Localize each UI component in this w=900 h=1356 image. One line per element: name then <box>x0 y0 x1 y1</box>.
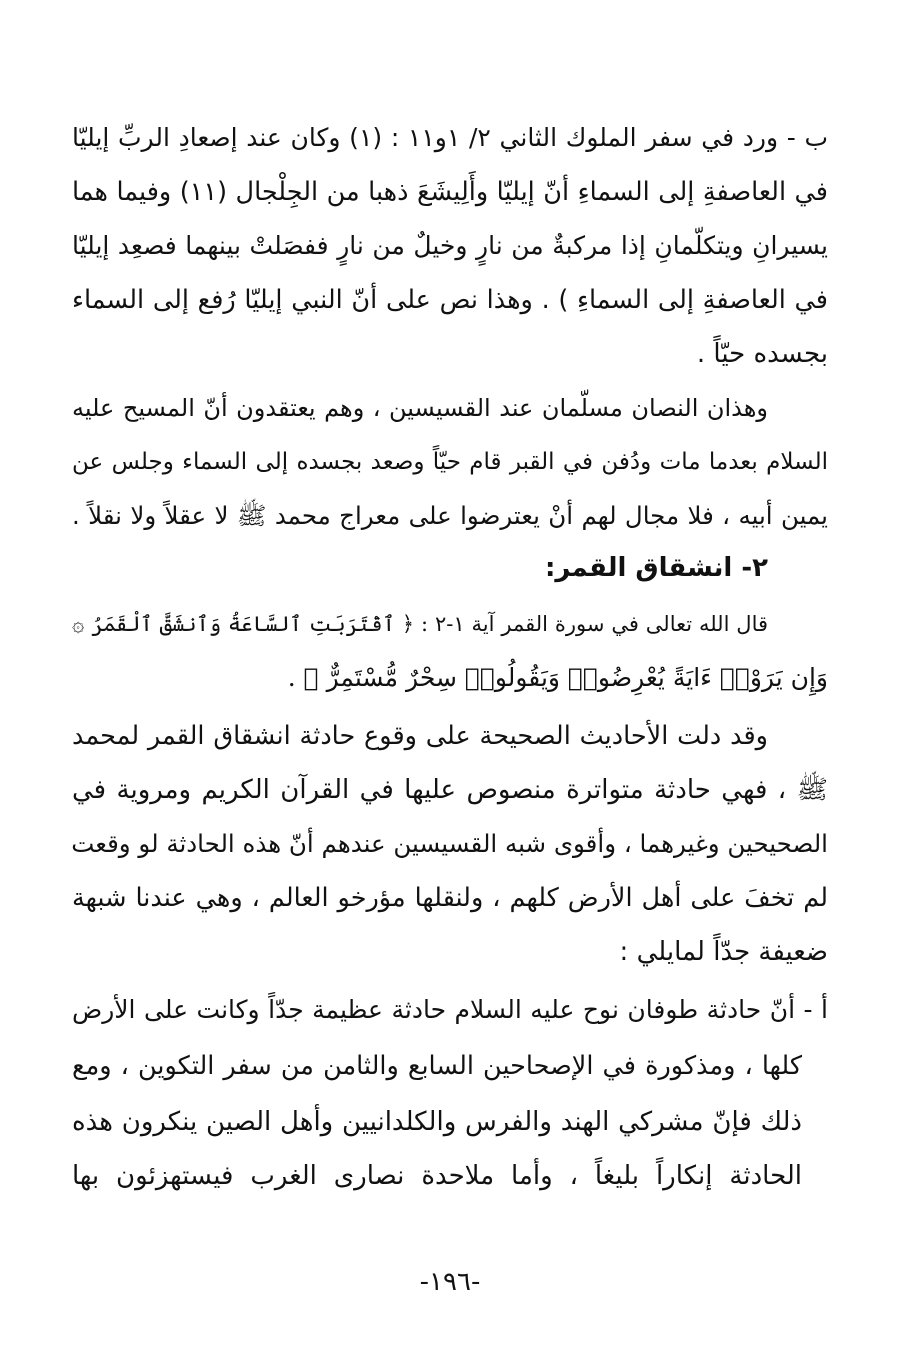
quran-verse-line: قال الله تعالى في سورة القمر آية ١-٢ : ﴿ ٱقْتَرَبَتِ ٱلسَّاعَةُ وَٱنشَقَّ ٱلْقَمَرُ ۞ <box>72 612 769 636</box>
text-line: يمين أبيه ، فلا مجال لهم أنْ يعترضوا على معراج محمد ﷺ لا عقلاً ولا نقلاً . <box>72 501 828 530</box>
text-line: ﷺ ، فهي حادثة متواترة منصوص عليها في القرآن الكريم ومروية في <box>72 775 828 805</box>
quran-verse-line: وَإِن يَرَوْا۟ ءَايَةً يُعْرِضُوا۟ وَيَقُولُوا۟ سِحْرٌ مُّسْتَمِرٌّ ﴾ . <box>287 663 828 692</box>
text-line: كلها ، ومذكورة في الإصحاحين السابع والثامن من سفر التكوين ، ومع <box>72 1051 802 1081</box>
text-line: في العاصفةِ إلى السماءِ ) . وهذا نص على أنّ النبي إيليّا رُفع إلى السماء <box>72 285 828 315</box>
text-line: السلام بعدما مات ودُفن في القبر قام حيّاً وصعد بجسده إلى السماء وجلس عن <box>72 449 828 475</box>
text-line: لم تخفَ على أهل الأرض كلهم ، ولنقلها مؤرخو العالم ، وهي عندنا شبهة <box>72 883 828 913</box>
text-line: في العاصفةِ إلى السماءِ أنّ إيليّا وأَلِيشَعَ ذهبا من الجِلْجال (١١) وفيما هما <box>72 177 828 207</box>
text-line: وهذان النصان مسلّمان عند القسيسين ، وهم يعتقدون أنّ المسيح عليه <box>72 394 768 422</box>
text-line: الحادثة إنكاراً بليغاً ، وأما ملاحدة نصارى الغرب فيستهزئون بها <box>72 1161 802 1191</box>
text-line: يسيرانِ ويتكلّمانِ إذا مركبةٌ من نارٍ وخيلٌ من نارٍ ففصَلتْ بينهما فصعِد إيليّا <box>72 231 828 260</box>
section-heading: ٢- انشقاق القمر: <box>544 553 768 583</box>
text-line: ضعيفة جدّاً لمايلي : <box>619 937 828 967</box>
text-line: الصحيحين وغيرهما ، وأقوى شبه القسيسين عندهم أنّ هذه الحادثة لو وقعت <box>71 829 828 858</box>
page-number: -١٩٦- <box>419 1267 481 1297</box>
text-line: أ - أنّ حادثة طوفان نوح عليه السلام حادثة عظيمة جدّاً وكانت على الأرض <box>72 995 828 1024</box>
text-line: ذلك فإنّ مشركي الهند والفرس والكلدانيين وأهل الصين ينكرون هذه <box>72 1107 802 1137</box>
text-line: وقد دلت الأحاديث الصحيحة على وقوع حادثة انشقاق القمر لمحمد <box>72 721 768 751</box>
text-line: بجسده حيّاً . <box>696 339 828 369</box>
text-line: ب - ورد في سفر الملوك الثاني ٢/ ١و١١ : (١) وكان عند إصعادِ الربِّ إيليّا <box>72 123 828 152</box>
